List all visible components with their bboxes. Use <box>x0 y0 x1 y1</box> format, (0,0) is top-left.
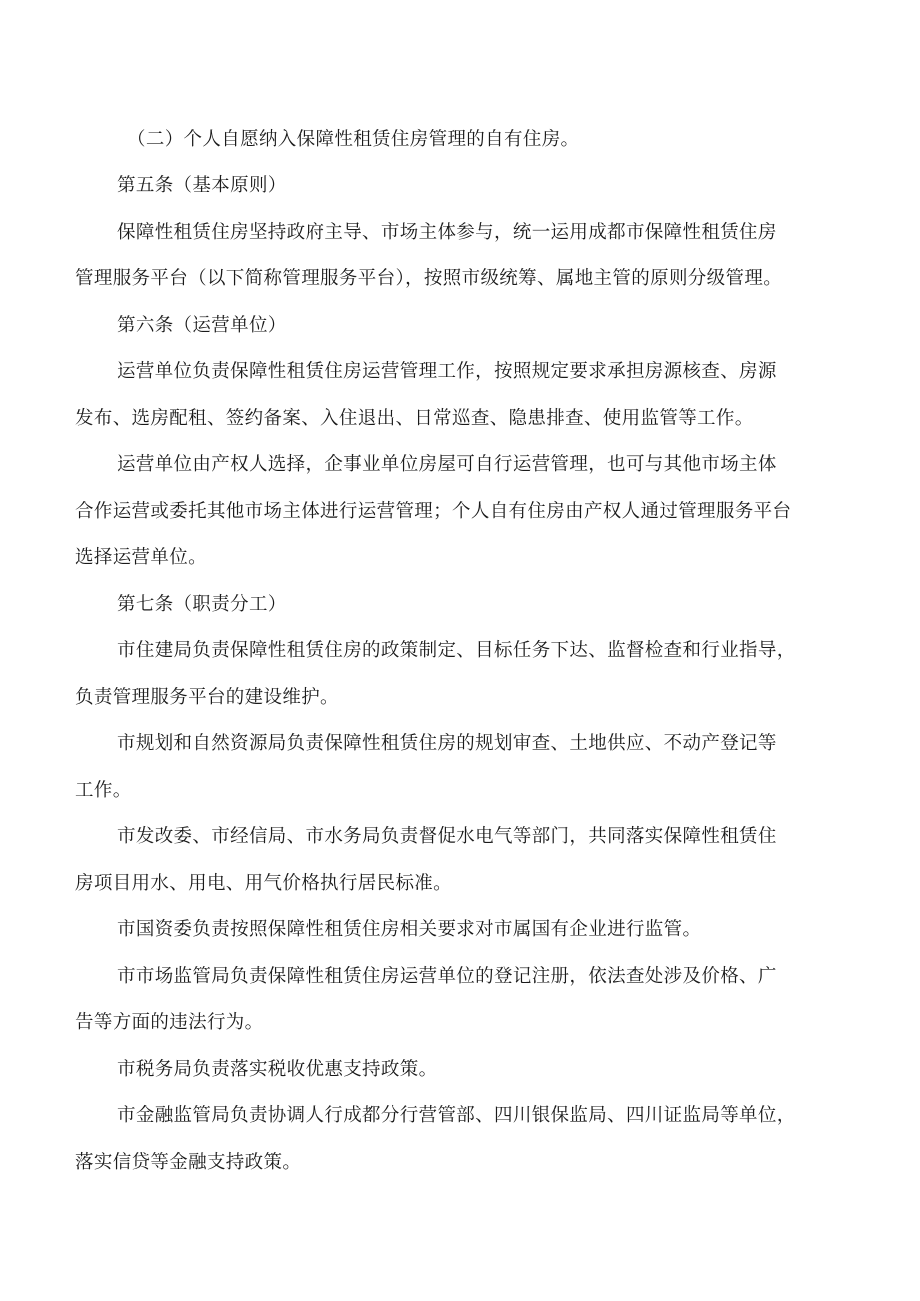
article-7-para-line: 市金融监管局负责协调人行成都分行营管部、四川银保监局、四川证监局等单位， <box>117 1105 796 1126</box>
article-7-heading: 第七条（职责分工） <box>117 594 287 615</box>
article-7-para-line: 市发改委、市经信局、市水务局负责督促水电气等部门，共同落实保障性租赁住 <box>117 826 777 847</box>
article-7-para-line: 市规划和自然资源局负责保障性租赁住房的规划审查、土地供应、不动产登记等 <box>117 733 777 754</box>
article-6-para-line: 发布、选房配租、签约备案、入住退出、日常巡查、隐患排查、使用监管等工作。 <box>75 408 754 429</box>
article-7-para-line: 负责管理服务平台的建设维护。 <box>75 687 339 708</box>
article-5-para-line: 保障性租赁住房坚持政府主导、市场主体参与，统一运用成都市保障性租赁住房 <box>117 222 777 243</box>
article-6-heading: 第六条（运营单位） <box>117 315 287 336</box>
article-6-para-line: 选择运营单位。 <box>75 547 207 568</box>
article-7-para-line: 市住建局负责保障性租赁住房的政策制定、目标任务下达、监督检查和行业指导， <box>117 640 796 661</box>
article-7-para-line: 工作。 <box>75 780 132 801</box>
article-5-para-line: 管理服务平台（以下简称管理服务平台），按照市级统筹、属地主管的原则分级管理。 <box>75 268 783 289</box>
article-6-para-line: 运营单位负责保障性租赁住房运营管理工作，按照规定要求承担房源核查、房源 <box>117 361 777 382</box>
article-7-para-line: 房项目用水、用电、用气价格执行居民标准。 <box>75 873 453 894</box>
list-item-2: （二）个人自愿纳入保障性租赁住房管理的自有住房。 <box>127 129 580 150</box>
article-7-para-line: 市市场监管局负责保障性租赁住房运营单位的登记注册，依法查处涉及价格、广 <box>117 966 777 987</box>
article-7-para-line: 告等方面的违法行为。 <box>75 1012 264 1033</box>
article-7-para-line: 市国资委负责按照保障性租赁住房相关要求对市属国有企业进行监管。 <box>117 919 702 940</box>
article-7-para-line: 落实信贷等金融支持政策。 <box>75 1152 302 1173</box>
article-6-para-line: 运营单位由产权人选择，企事业单位房屋可自行运营管理，也可与其他市场主体 <box>117 454 777 475</box>
article-7-para-line: 市税务局负责落实税收优惠支持政策。 <box>117 1059 438 1080</box>
article-6-para-line: 合作运营或委托其他市场主体进行运营管理；个人自有住房由产权人通过管理服务平台 <box>75 501 792 522</box>
article-5-heading: 第五条（基本原则） <box>117 175 287 196</box>
